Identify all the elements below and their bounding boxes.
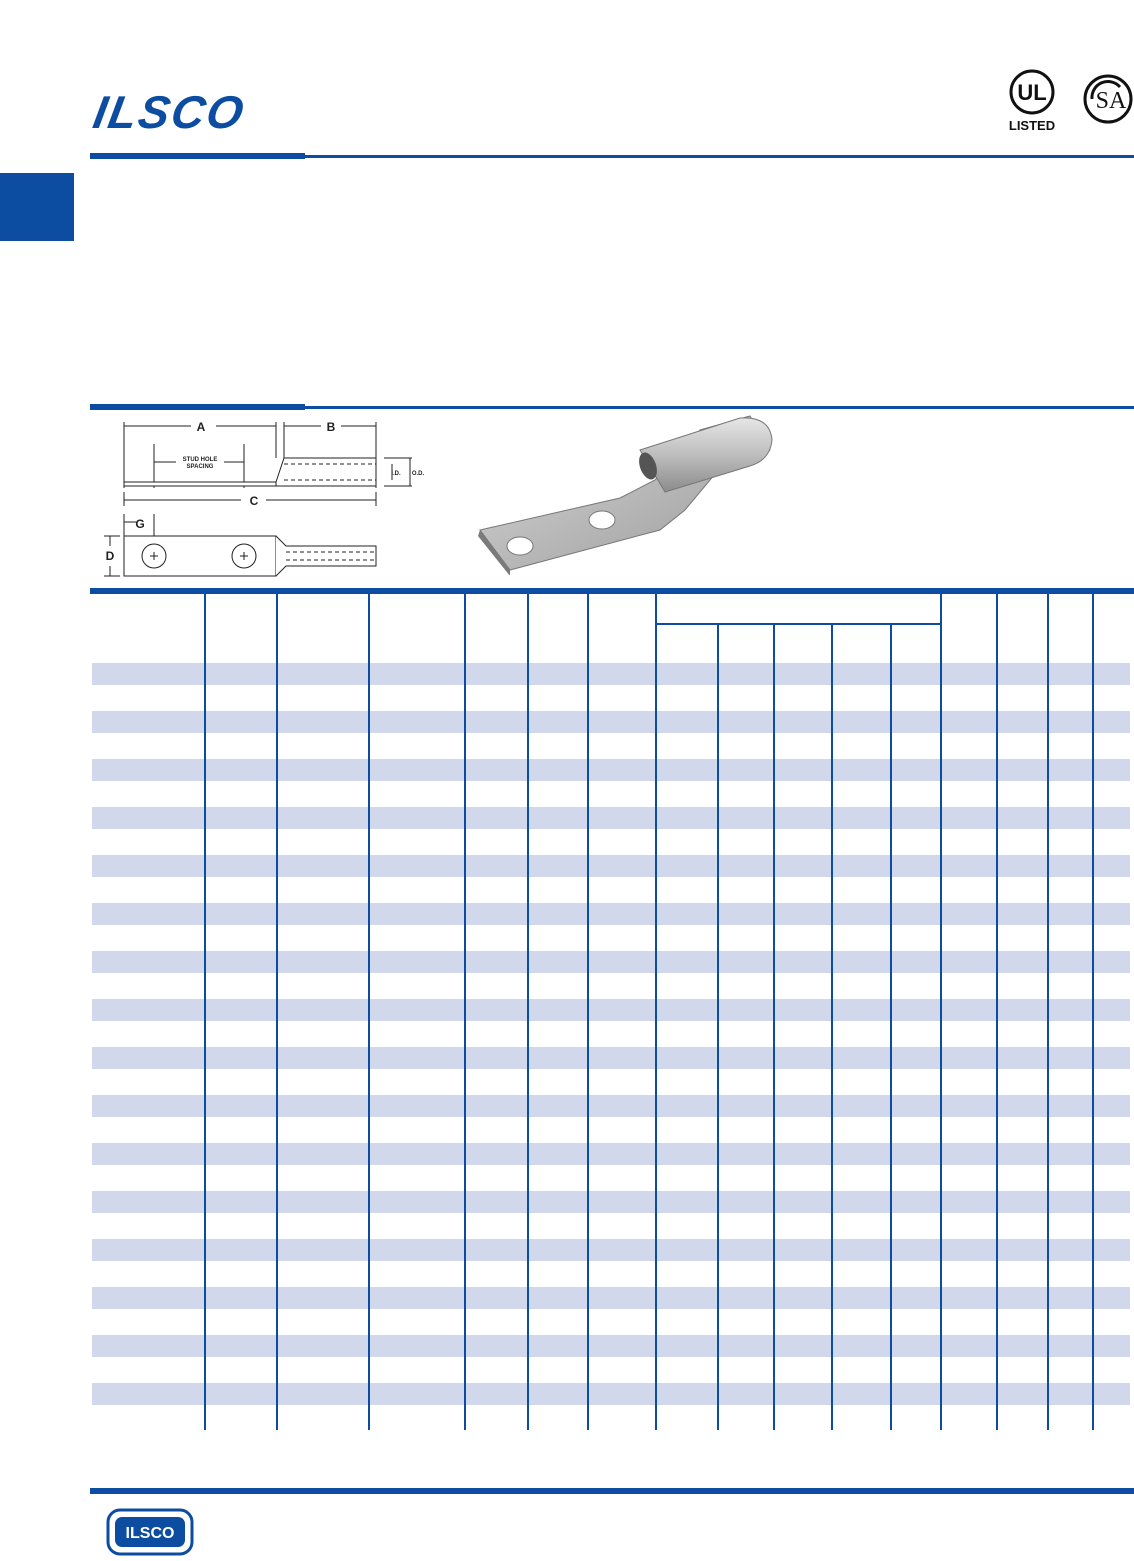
logo-wordmark: ILSCO (89, 86, 250, 138)
dim-d-label: D (105, 549, 115, 563)
table-row (92, 1287, 1130, 1309)
table-row (92, 663, 1130, 685)
table-row (92, 1047, 1130, 1069)
spec-table (90, 588, 1134, 1430)
column-divider (276, 594, 278, 1430)
section-side-tab (0, 173, 74, 241)
stud-hole-spacing-line1: STUD HOLE (182, 457, 218, 463)
column-divider (996, 594, 998, 1430)
table-row (92, 1335, 1130, 1357)
column-divider (587, 594, 589, 1430)
footer-badge-text: ILSCO (125, 1525, 175, 1542)
dim-c-label: C (249, 494, 259, 508)
header-rule (305, 155, 1134, 158)
table-row (92, 855, 1130, 877)
table-row (92, 1095, 1130, 1117)
dim-g-label: G (135, 517, 145, 531)
footer-rule (90, 1488, 1134, 1494)
column-divider (773, 625, 775, 1430)
table-top-rule (90, 588, 1134, 594)
table-row (92, 903, 1130, 925)
dim-a-label: A (196, 420, 206, 434)
two-hole-lug-photo (470, 410, 780, 575)
dimension-diagram (96, 418, 426, 588)
table-row (92, 951, 1130, 973)
dim-od-label: O.D. (411, 471, 425, 477)
header-group-rule (656, 623, 940, 625)
column-divider (717, 625, 719, 1430)
column-divider (204, 594, 206, 1430)
table-row (92, 1143, 1130, 1165)
csa-mark-icon (1082, 72, 1134, 126)
dim-b-label: B (326, 420, 336, 434)
ul-listed-caption: LISTED (1008, 118, 1056, 133)
ilsco-logo (90, 88, 304, 136)
table-row (92, 1191, 1130, 1213)
ul-listed-mark-icon (1004, 68, 1060, 134)
column-divider (527, 594, 529, 1430)
header-rule-accent (90, 153, 305, 159)
table-row (92, 999, 1130, 1021)
table-row (92, 1383, 1130, 1405)
column-divider (890, 625, 892, 1430)
table-row (92, 759, 1130, 781)
ul-mark-text: UL (1017, 80, 1047, 105)
column-divider (1092, 594, 1094, 1430)
column-divider (1047, 594, 1049, 1430)
table-row (92, 1239, 1130, 1261)
table-row (92, 711, 1130, 733)
column-divider (368, 594, 370, 1430)
csa-mark-text: SA (1095, 88, 1127, 114)
footer-ilsco-badge-icon (106, 1508, 194, 1556)
stud-hole-spacing-line2: SPACING (186, 464, 214, 470)
section-rule-accent (90, 404, 305, 410)
column-divider (464, 594, 466, 1430)
column-divider (940, 594, 942, 1430)
column-divider (655, 594, 657, 1430)
section-rule (305, 406, 1134, 409)
column-divider (831, 625, 833, 1430)
table-row (92, 807, 1130, 829)
dim-id-label: I.D. (391, 471, 401, 477)
